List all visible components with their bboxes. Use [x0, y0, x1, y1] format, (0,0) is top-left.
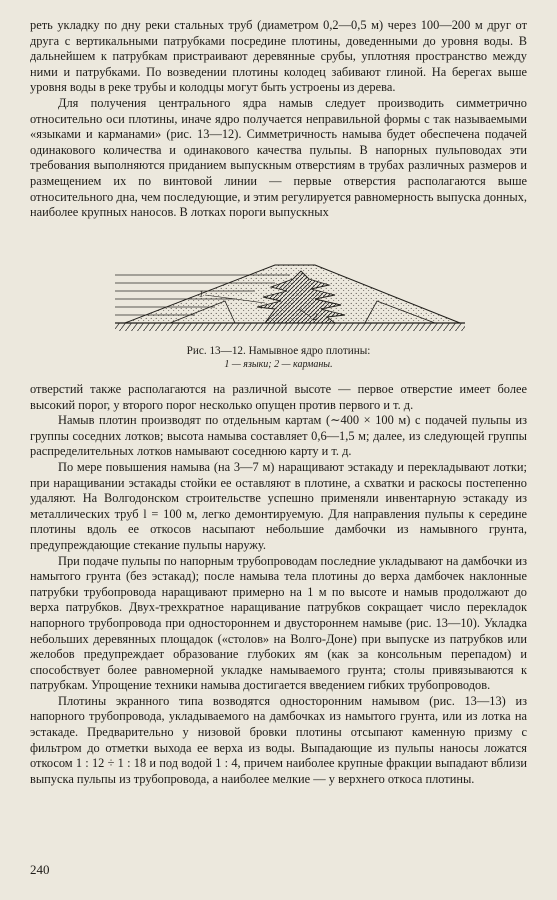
paragraph-continued-2: отверстий также располагаются на различной высоте — первое отверстие имеет более высокий порог, у второго порог несколько опущен против первого и т. д. — [30, 382, 527, 412]
figure-dam-core — [115, 257, 465, 339]
text-block-bottom — [30, 382, 527, 787]
paragraph-continued: реть укладку по дну реки стальных труб (диаметром 0,2—0,5 м) через 100—200 м друг от друга с вертикальными патрубками посредине плотины, доведенными до уровня воды. В дальнейшем к патрубкам пристраивают деревянные срубы, уплотняя пространство между ними и патрубками. По возведении плотины колодец забивают глиной. На берегах выше уровня воды в реке трубы и колодцы могут быть устроены из дерева. — [30, 18, 527, 95]
paragraph-pressure-pipes: При подаче пульпы по напорным трубопроводам последние укладывают на дамбочки из намытого грунта (без эстакад); после намыва тела плотины до верха дамбочек наклонные патрубки трубопровода наращивают примерно на 1 м по высоте и намыв продолжают до верха патрубков. Двух-трехкратное наращивание патрубков сокращает число перекладок напорного трубопровода при одностороннем и двустороннем намыве (рис. 13—10). Укладка небольших деревянных площадок («столов» на Волго-Доне) при выпуске из патрубков или желобов предупреждает образование глубоких ям (как за консольным перепадом) и способствует более равномерной укладке намываемого грунта; столы привязываются к патрубкам. Упрощение техники намыва достигается введением гибких трубопроводов. — [30, 553, 527, 693]
paragraph-trestle: По мере повышения намыва (на 3—7 м) наращивают эстакаду и перекладывают лотки; при наращивании эстакады стойки ее оставляют в плотине, а схватки и раскосы постепенно удаляют. На Волгодонском строительстве успешно применяли инвентарную эстакаду из металлических труб l = 100 м, легко демонтируемую. Для направления пульпы к середине плотины вдоль ее откосов насыпают небольшие дамбочки из намывного грунта, предупреждающие стекание пульпы наружу. — [30, 459, 527, 552]
paragraph-screen-dams: Плотины экранного типа возводятся односторонним намывом (рис. 13—13) из напорного трубопровода, укладываемого на дамбочках из намытого грунта, или из лотка на эстакаде. Предварительно у низовой бровки плотины отсыпают каменную призму с фильтром до отметки выхода ее верха из воды. Выпадающие из пульпы наносы ложатся откосом 1 : 12 ÷ 1 : 18 и под водой 1 : 4, причем наиболее крупные фракции выпадают вблизи выпуска пульпы из трубопровода, а наиболее мелкие — у верхнего откоса плотины. — [30, 693, 527, 786]
ground-hatch — [115, 323, 465, 331]
figure-label-1: 1 — [199, 289, 204, 299]
figure-legend: 1 — языки; 2 — карманы. — [224, 359, 333, 370]
page-number: 240 — [30, 862, 50, 877]
figure-caption: Рис. 13—12. Намывное ядро плотины: — [186, 345, 371, 357]
figure-label-2: 2 — [313, 312, 318, 322]
paragraph-core-symmetry: Для получения центрального ядра намыв следует производить симметрично относительно оси плотины, иначе ядро получается неправильной формы с так называемыми «языками и карманами» (рис. 13—12). Симметричность намыва будет обеспечена подачей одинакового количества и одинакового качества пульпы. В напорных пульповодах эти требования выполняются приданием выпускным отверстиям в трубах различных размеров и размещением их по винтовой линии — первые отверстия располагаются выше относительного дна, чем последующие, и этим регулируется равномерность выпуска донных, наиболее крупных наносов. В лотках пороги выпускных — [30, 95, 527, 220]
text-block-top — [30, 18, 527, 221]
paragraph-maps: Намыв плотин производят по отдельным картам (∼400 × 100 м) с подачей пульпы из группы соседних лотков; высота намыва составляет 0,6—1,5 м; далее, из следующей группы распределительных лотков намывают соседнюю карту и т. д. — [30, 413, 527, 459]
